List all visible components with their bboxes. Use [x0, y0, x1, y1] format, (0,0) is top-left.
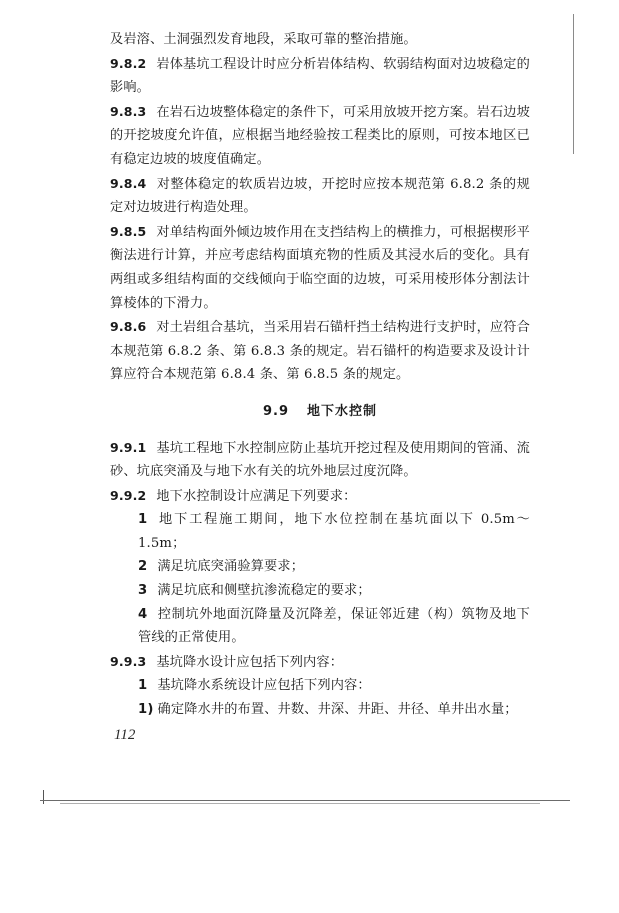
- list-item-text: 地下工程施工期间，地下水位控制在基坑面以下 0.5m～1.5m；: [138, 512, 530, 551]
- list-item-1: [110, 508, 530, 555]
- section-title: 地下水控制: [307, 403, 378, 419]
- clause-text: 岩体基坑工程设计时应分析岩体结构、软弱结构面对边坡稳定的影响。: [110, 56, 530, 96]
- clause-number: 9.9.2: [110, 487, 147, 503]
- clause-text: 在岩石边坡整体稳定的条件下，可采用放坡开挖方案。岩石边坡的开挖坡度允许值，应根据当地经验按工程类比的原则，可按本地区已有稳定边坡的坡度值确定。: [110, 104, 530, 167]
- clause-number: 9.8.5: [110, 223, 147, 239]
- sub-sub-item-1: [110, 698, 530, 722]
- clause-9-8-3: [110, 100, 530, 172]
- clause-number: 9.8.3: [110, 103, 147, 119]
- clause-text: 基坑降水设计应包括下列内容：: [156, 654, 344, 670]
- page-number: 112: [114, 727, 136, 743]
- clause-9-8-4: [110, 172, 530, 220]
- clause-text: 地下水控制设计应满足下列要求：: [156, 488, 357, 504]
- clause-text: 对单结构面外倾边坡作用在支挡结构上的横推力，可根据楔形平衡法进行计算，并应考虑结构面填充物的性质及其浸水后的变化。具有两组或多组结构面的交线倾向于临空面的边坡，可采用棱形体分割法计算棱体的下滑力。: [110, 224, 530, 311]
- clause-number: 9.9.3: [110, 653, 147, 669]
- scan-edge-line: [573, 14, 574, 154]
- clause-9-9-1: [110, 436, 530, 484]
- section-number: 9.9: [262, 403, 289, 419]
- continuation-paragraph: [110, 28, 530, 52]
- clause-9-8-5: [110, 220, 530, 315]
- clause-number: 9.8.6: [110, 319, 147, 335]
- clause-number: 9.9.1: [110, 439, 147, 455]
- sub-sub-item-text: 确定降水井的布置、井数、井深、井距、井径、单井出水量；: [157, 702, 518, 718]
- sub-item-number: 1: [138, 678, 148, 694]
- sub-sub-item-number: 1): [138, 702, 154, 718]
- section-heading: [110, 400, 530, 424]
- list-item-3: [110, 579, 530, 603]
- clause-number: 9.8.2: [110, 55, 147, 71]
- scan-bottom-line-faint: [60, 803, 540, 804]
- clause-text: 对整体稳定的软质岩边坡，开挖时应按本规范第 6.8.2 条的规定对边坡进行构造处理。: [110, 176, 530, 216]
- clause-9-9-3: [110, 650, 530, 675]
- list-item-number: 4: [138, 606, 148, 622]
- list-item-number: 1: [138, 512, 148, 528]
- list-item-4: [110, 603, 530, 650]
- clause-text: 对土岩组合基坑，当采用岩石锚杆挡土结构进行支护时，应符合本规范第 6.8.2 条、第 6.8.3 条的规定。岩石锚杆的构造要求及设计计算应符合本规范第 6.8.4 条、第 6.8.5 条的规定。: [110, 320, 530, 383]
- list-item-2: [110, 555, 530, 579]
- clause-9-8-2: [110, 52, 530, 100]
- list-item-text: 满足坑底突涌验算要求；: [157, 559, 305, 575]
- list-item-number: 3: [138, 583, 148, 599]
- sub-item-text: 基坑降水系统设计应包括下列内容：: [157, 678, 371, 694]
- sub-item-1: [110, 674, 530, 698]
- body-text: [110, 28, 530, 722]
- scan-bottom-line: [40, 800, 570, 801]
- clause-text: 基坑工程地下水控制应防止基坑开挖过程及使用期间的管涌、流砂、坑底突涌及与地下水有关的坑外地层过度沉降。: [110, 440, 530, 480]
- list-item-text: 满足坑底和侧壁抗渗流稳定的要求；: [157, 583, 371, 599]
- clause-number: 9.8.4: [110, 175, 147, 191]
- list-item-number: 2: [138, 559, 148, 575]
- clause-9-9-2: [110, 484, 530, 509]
- clause-9-8-6: [110, 315, 530, 387]
- list-item-text: 控制坑外地面沉降量及沉降差，保证邻近建（构）筑物及地下管线的正常使用。: [138, 606, 530, 646]
- scan-tick-mark: [43, 790, 44, 804]
- continuation-text: 及岩溶、土洞强烈发育地段，采取可靠的整治措施。: [110, 32, 417, 47]
